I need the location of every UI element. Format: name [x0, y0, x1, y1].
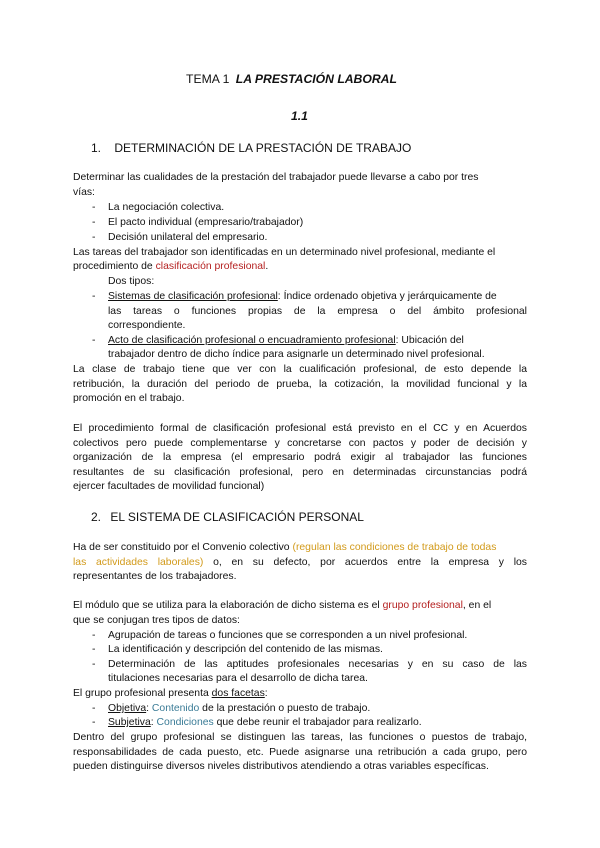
type-term: Sistemas de clasificación profesional	[108, 291, 278, 302]
highlight-term: Contenido	[151, 703, 200, 714]
list-bullet: -	[92, 644, 96, 655]
facet-subjective: Subjetiva: Condiciones que debe reunir el trabajador para realizarlo.	[108, 717, 422, 728]
section-number: 1.1	[291, 109, 308, 123]
list-bullet: -	[92, 717, 96, 728]
list-bullet: -	[92, 202, 96, 213]
list-item: La negociación colectiva.	[108, 202, 225, 213]
section1-heading	[91, 141, 411, 155]
list-item: Determinación de las aptitudes profesionales necesarias y en su caso de las	[108, 659, 527, 670]
section2-heading-number: 2.	[91, 510, 102, 524]
procedure-line: organización de la empresa (el empresario podrá exigir al trabajador las funciones	[73, 452, 527, 463]
list-bullet: -	[92, 217, 96, 228]
highlight-term: las actividades laborales)	[73, 557, 204, 568]
title-prefix: TEMA 1	[186, 72, 230, 86]
list-bullet: -	[92, 335, 96, 346]
section1-heading-number: 1.	[91, 141, 102, 155]
type-line: trabajador dentro de dicho índice para asignarle un determinado nivel profesional.	[108, 349, 485, 360]
section2-heading-text: EL SISTEMA DE CLASIFICACIÓN PERSONAL	[110, 510, 364, 524]
list-item: El pacto individual (empresario/trabajador)	[108, 217, 304, 228]
type-item: Acto de clasificación profesional o encuadramiento profesional: Ubicación del	[108, 335, 464, 346]
facet-term: Objetiva	[108, 703, 147, 714]
highlight-term: clasificación profesional	[155, 261, 266, 272]
class-line: promoción en el trabajo.	[73, 393, 185, 404]
list-item: La identificación y descripción del contenido de las mismas.	[108, 644, 383, 655]
class-line: La clase de trabajo tiene que ver con la cualificación profesional, de esto depende la	[73, 364, 527, 375]
tasks-line: procedimiento de clasificación profesional.	[73, 261, 269, 272]
section1-heading-text: DETERMINACIÓN DE LA PRESTACIÓN DE TRABAJO	[114, 141, 412, 155]
within-line: responsabilidades de cada puesto, etc. Puede asignarse una retribución a cada grupo, pero	[73, 747, 527, 758]
section2-heading	[91, 510, 364, 524]
convenio-line: las actividades laborales) o, en su defecto, por acuerdos entre la empresa y los	[73, 557, 527, 568]
list-bullet: -	[92, 659, 96, 670]
module-line: que se conjugan tres tipos de datos:	[73, 615, 240, 626]
convenio-line: representantes de los trabajadores.	[73, 571, 237, 582]
module-line: El módulo que se utiliza para la elaboración de dicho sistema es el grupo profesional, en el	[73, 600, 492, 611]
class-line: retribución, la duración del periodo de prueba, la cotización, la movilidad funcional y la	[73, 379, 527, 390]
procedure-line: resultantes de su clasificación profesional, pero en determinadas circunstancias podrá	[73, 467, 527, 478]
tasks-line: Las tareas del trabajador son identificadas en un determinado nivel profesional, mediante el	[73, 247, 496, 258]
type-line: correspondiente.	[108, 320, 186, 331]
intro-line: Determinar las cualidades de la prestación del trabajador puede llevarse a cabo por tres	[73, 172, 479, 183]
list-bullet: -	[92, 291, 96, 302]
types-label: Dos tipos:	[108, 276, 155, 287]
title-main: LA PRESTACIÓN LABORAL	[235, 72, 397, 86]
list-bullet: -	[92, 703, 96, 714]
within-line: Dentro del grupo profesional se distinguen las tareas, las funciones o puestos de trabajo,	[73, 732, 527, 743]
convenio-line: Ha de ser constituido por el Convenio colectivo (regulan las condiciones de trabajo de todas	[73, 542, 497, 553]
type-line: las tareas o funciones propias de la empresa o del ámbito profesional	[108, 306, 527, 317]
intro-line: vías:	[73, 187, 95, 198]
type-term: Acto de clasificación profesional o encuadramiento profesional	[108, 335, 396, 346]
facet-term: Subjetiva	[108, 717, 151, 728]
group-line: El grupo profesional presenta dos facetas:	[73, 688, 268, 699]
list-bullet: -	[92, 232, 96, 243]
procedure-line: El procedimiento formal de clasificación profesional está previsto en el CC y en Acuerdos	[73, 423, 527, 434]
list-bullet: -	[92, 630, 96, 641]
within-line: pueden distinguirse diversos niveles distributivos atendiendo a otras variables específicas.	[73, 761, 489, 772]
type-item: Sistemas de clasificación profesional: Índice ordenado objetiva y jerárquicamente de	[108, 291, 497, 302]
list-item: Decisión unilateral del empresario.	[108, 232, 268, 243]
underlined-term: dos facetas	[211, 688, 265, 699]
highlight-term: (regulan las condiciones de trabajo de todas	[292, 542, 497, 553]
page-title	[186, 72, 397, 86]
highlight-term: grupo profesional	[382, 600, 463, 611]
list-item: Agrupación de tareas o funciones que se corresponden a un nivel profesional.	[108, 630, 468, 641]
procedure-line: ejercer facultades de movilidad funcional)	[73, 481, 265, 492]
highlight-term: Condiciones	[156, 717, 214, 728]
procedure-line: colectivos pero puede complementarse y concretarse con pactos y poder de decisión y	[73, 438, 527, 449]
list-item: titulaciones necesarias para el desarrollo de dicha tarea.	[108, 673, 368, 684]
facet-objective: Objetiva: Contenido de la prestación o puesto de trabajo.	[108, 703, 371, 714]
